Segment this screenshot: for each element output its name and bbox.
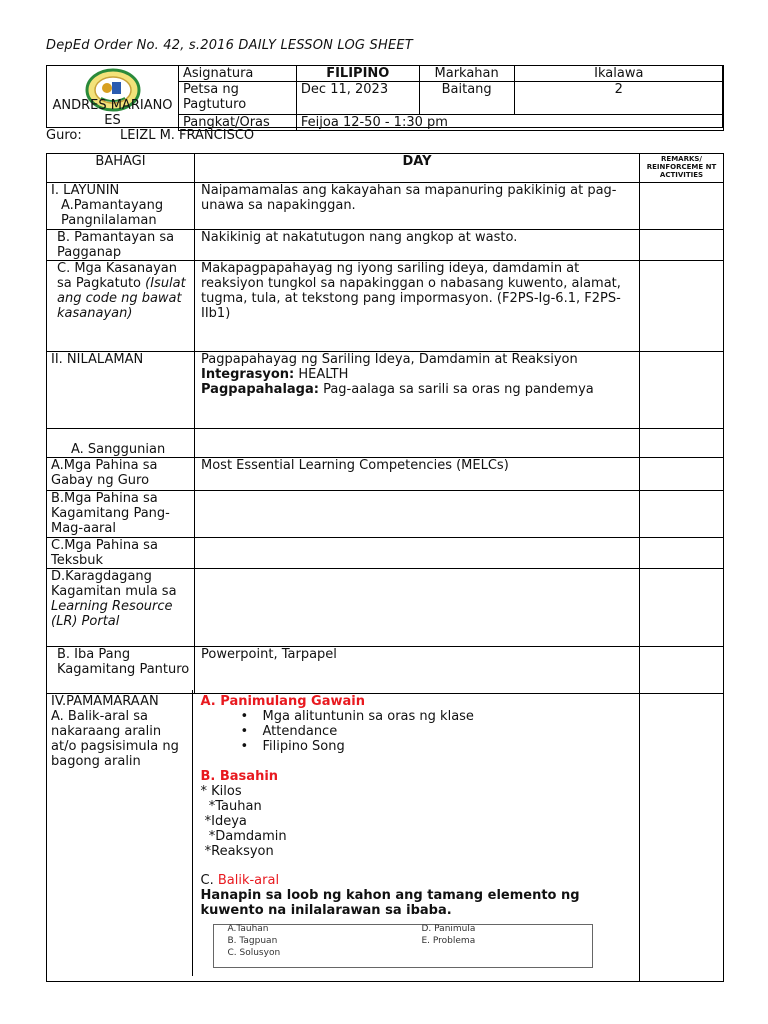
guro-label: Guro: [46,128,82,143]
choice-b: B. Tagpuan [227,936,278,946]
remarks-cell [640,569,724,647]
karagdagang-label: D.Karagdagang Kagamitan mula sa Learning Resource (LR) Portal [47,569,195,647]
table-row [47,183,724,230]
asignatura-value: FILIPINO [296,66,419,82]
lesson-log-table [46,153,724,982]
pagganap-label: B. Pamantayan sa Pagganap [47,230,195,261]
gabay-label: A.Mga Pahina sa Gabay ng Guro [47,458,195,491]
list-item: • Attendance [241,724,636,739]
remarks-cell [640,491,724,538]
kagamitang-label: B.Mga Pahina sa Kagamitang Pang- Mag-aaral [47,491,195,538]
guro-name: LEIZL M. FRANCISCO [120,128,255,143]
table-row [47,694,724,982]
petsa-value: Dec 11, 2023 [296,82,419,115]
table-row [47,538,724,569]
basahin-title: B. Basahin [200,769,279,784]
col-bahagi-header: BAHAGI [47,154,195,183]
document-title: DepEd Order No. 42, s.2016 DAILY LESSON LOG SHEET [46,38,413,53]
pangkat-label: Pangkat/Oras [179,115,297,131]
pagganap-text: Nakikinig at nakatutugon nang angkop at wasto. [195,230,640,261]
remarks-cell [640,694,724,982]
pamamaraan-label: IV.PAMAMARAAN A. Balik-aral sa nakaraang aralin at/o pagsisimula ng bagong aralin [47,694,195,982]
iba-pang-label: B. Iba Pang Kagamitang Panturo [47,647,195,694]
teksbuk-label: C.Mga Pahina sa Teksbuk [47,538,195,569]
school-name: ANDRES MARIANO ES [52,98,173,128]
table-row [47,230,724,261]
list-item: *Damdamin [200,829,287,844]
gabay-text: Most Essential Learning Competencies (MELCs) [195,458,640,491]
list-item: *Tauhan [200,799,262,814]
table-row [47,352,724,429]
remarks-cell [640,538,724,569]
col-day-header: DAY [195,154,640,183]
pamamaraan-content [195,694,640,982]
nilalaman-text: Pagpapahayag ng Sariling Ideya, Damdamin at Reaksiyon Integrasyon: HEALTH Pagpapahalaga: Pag-aalaga sa sarili sa oras ng pandemya [195,352,640,429]
baitang-label: Baitang [419,82,514,115]
markahan-label: Markahan [419,66,514,82]
choice-a: A.Tauhan [227,924,269,934]
baitang-value: 2 [514,82,723,115]
markahan-value: Ikalawa [514,66,723,82]
remarks-cell [640,230,724,261]
pangkat-value: Feijoa 12-50 - 1:30 pm [296,115,723,131]
column-divider [192,690,193,976]
panimulang-title: A. Panimulang Gawain [200,694,365,709]
list-item: • Filipino Song [241,739,636,754]
sanggunian-label: A. Sanggunian [47,429,195,458]
balik-aral-instruction: Hanapin sa loob ng kahon ang tamang elemento ng kuwento na inilalarawan sa ibaba. [200,888,580,918]
asignatura-label: Asignatura [179,66,297,82]
list-item: • Mga alituntunin sa oras ng klase [241,709,636,724]
choices-box [213,924,593,968]
remarks-cell [640,352,724,429]
header-block [46,65,723,128]
table-row [47,458,724,491]
remarks-cell [640,647,724,694]
choice-d: D. Panimula [421,924,476,934]
table-row [47,647,724,694]
petsa-label: Petsa ng Pagtuturo [179,82,297,115]
col-remarks-header: REMARKS/ REINFORCEME NT ACTIVITIES [640,154,724,183]
remarks-cell [640,429,724,458]
remarks-cell [640,458,724,491]
pagkatuto-text: Makapagpapahayag ng iyong sariling ideya, damdamin at reaksiyon tungkol sa napakinggan o nabasang kuwento, alamat, tugma, tula, at tekstong pang impormasyon. (F2PS-Ig-6.1, F2PS-IIb1) [195,261,640,352]
layunin-text: Naipamamalas ang kakayahan sa mapanuring pakikinig at pag-unawa sa napakinggan. [195,183,640,230]
list-item: *Ideya [200,814,247,829]
choice-c: C. Solusyon [227,948,281,958]
school-cell [47,66,178,128]
table-row [47,429,724,458]
pagkatuto-label: C. Mga Kasanayan sa Pagkatuto (Isulat ang code ng bawat kasanayan) [47,261,195,352]
list-item: * Kilos [200,784,242,799]
table-row [47,491,724,538]
table-row [47,261,724,352]
balik-aral-title: C. Balik-aral [200,873,280,888]
layunin-label: I. LAYUNIN A.Pamantayang Pangnilalaman [47,183,195,230]
table-row [47,569,724,647]
iba-pang-text: Powerpoint, Tarpapel [195,647,640,694]
remarks-cell [640,261,724,352]
remarks-cell [640,183,724,230]
nilalaman-label: II. NILALAMAN [47,352,195,429]
panimulang-list [241,709,636,754]
header-info-table [178,65,724,131]
list-item: *Reaksyon [200,844,274,859]
choice-e: E. Problema [421,936,476,946]
